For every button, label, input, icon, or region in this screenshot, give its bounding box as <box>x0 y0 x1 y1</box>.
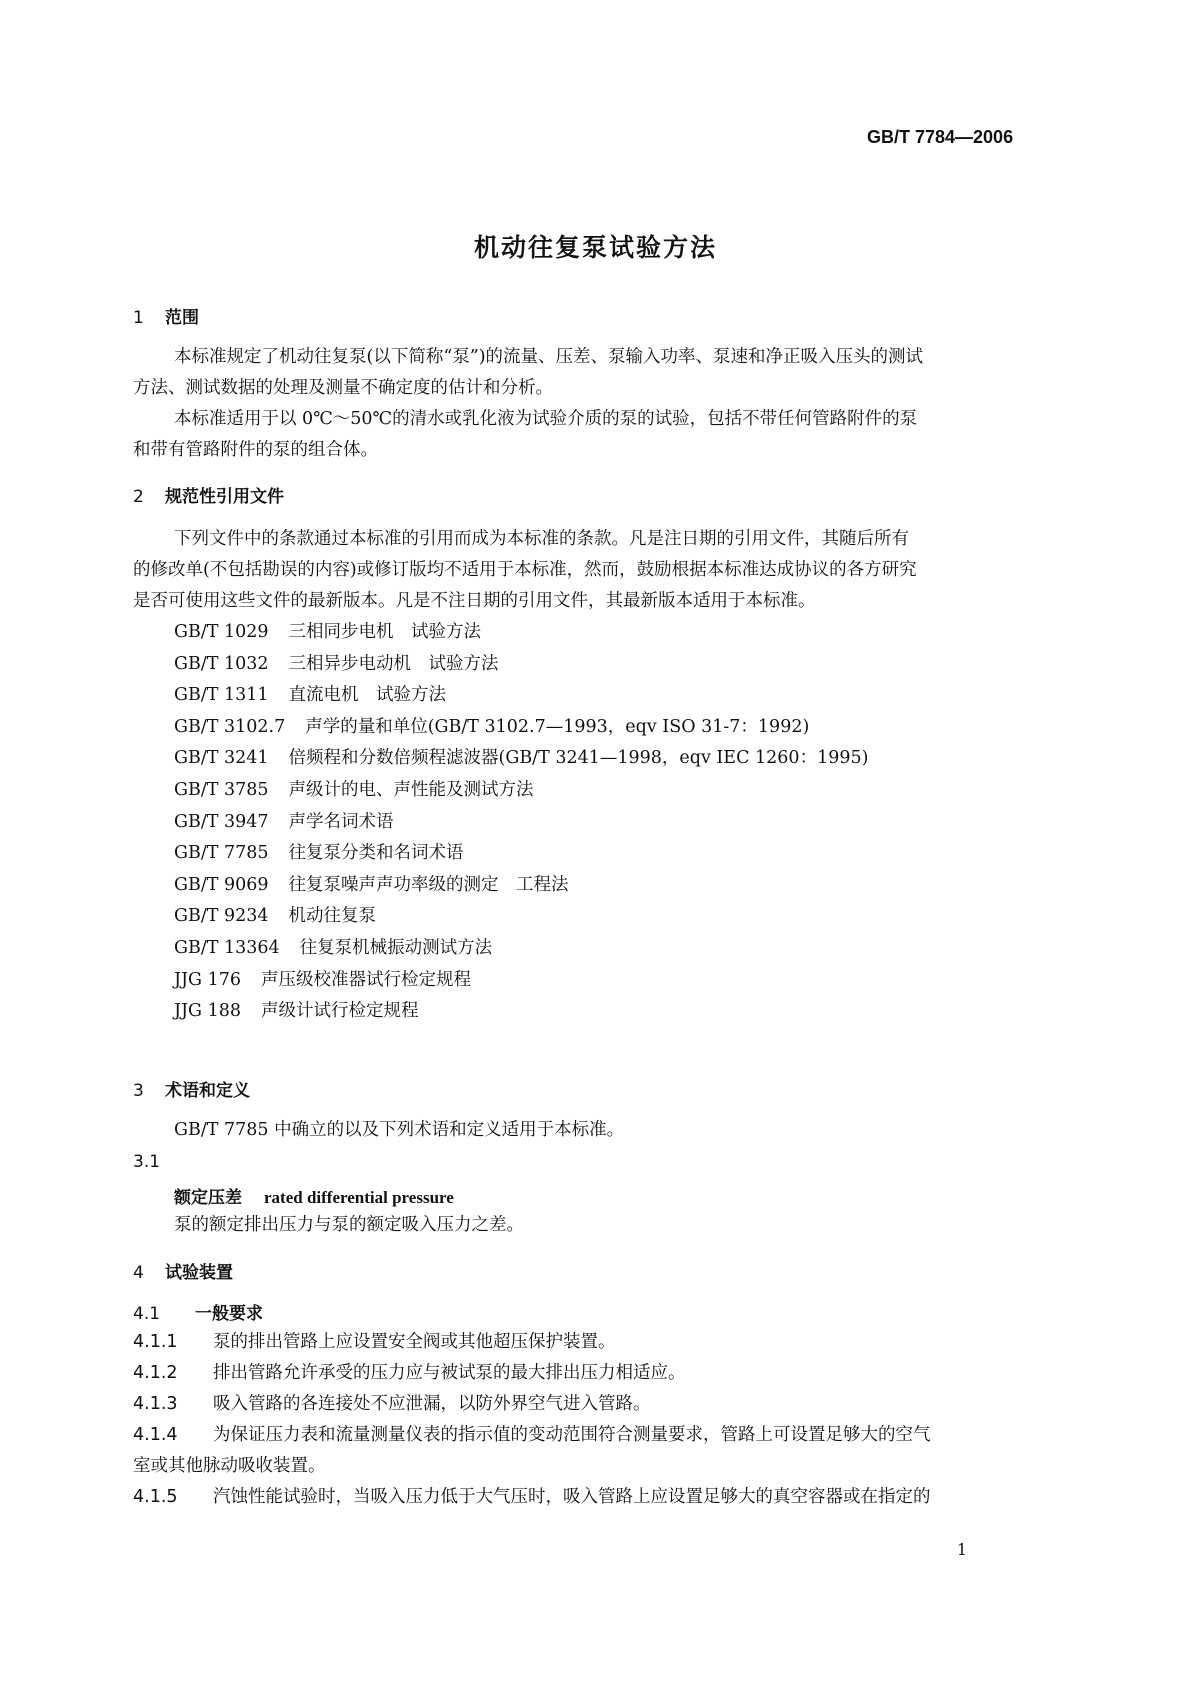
reference-code: JJG 176 <box>174 969 241 990</box>
section-4-heading <box>133 1258 233 1283</box>
term-english: rated differential pressure <box>264 1188 454 1207</box>
term-entry <box>174 1183 454 1208</box>
reference-title: 声学名词术语 <box>288 811 394 832</box>
clause-number: 4.1.1 <box>133 1332 178 1352</box>
section-3-heading <box>133 1076 250 1101</box>
reference-code: GB/T 9234 <box>174 906 269 927</box>
reference-item <box>174 618 481 643</box>
term-definition: 泵的额定排出压力与泵的额定吸入压力之差。 <box>174 1215 524 1235</box>
reference-title: 声级计的电、声性能及测试方法 <box>288 780 534 800</box>
reference-title: 倍频程和分数倍频程滤波器(GB/T 3241—1998，eqv IEC 1260：1995) <box>288 748 869 769</box>
clause-text: 为保证压力表和流量测量仪表的指示值的变动范围符合测量要求，管路上可设置足够大的空气 <box>213 1425 931 1445</box>
term-chinese: 额定压差 <box>174 1188 242 1208</box>
paragraph-line: 和带有管路附件的泵的组合体。 <box>133 440 378 460</box>
clause-line <box>133 1327 616 1358</box>
clause-number: 4.1.2 <box>133 1363 178 1383</box>
reference-item <box>174 966 471 991</box>
reference-item <box>174 902 376 927</box>
section-title: 规范性引用文件 <box>165 487 284 507</box>
subsection-4-1-heading <box>133 1299 263 1324</box>
section-title: 范围 <box>165 308 199 328</box>
page-number: 1 <box>956 1540 967 1559</box>
clause-number: 4.1.5 <box>133 1487 178 1507</box>
reference-title: 直流电机 试验方法 <box>288 685 447 706</box>
reference-title: 三相异步电动机 试验方法 <box>288 653 499 674</box>
reference-item <box>174 650 499 675</box>
reference-item <box>174 776 534 801</box>
standard-number: GB/T 7784—2006 <box>867 127 1014 147</box>
paragraph-line: 本标准适用于以 0℃～50℃的清水或乳化液为试验介质的泵的试验，包括不带任何管路附件的泵 <box>174 409 918 429</box>
reference-item <box>174 744 868 769</box>
reference-code: JJG 188 <box>174 1001 241 1022</box>
reference-code: GB/T 7785 <box>174 843 269 864</box>
reference-item <box>174 808 394 833</box>
reference-item <box>174 934 492 959</box>
clause-line <box>133 1482 931 1513</box>
reference-code: GB/T 3785 <box>174 780 269 800</box>
subsection-title: 一般要求 <box>195 1304 263 1324</box>
reference-code: GB/T 3102.7 <box>174 716 286 737</box>
clause-number: 4.1.3 <box>133 1394 178 1414</box>
section-number: 3 <box>133 1081 144 1101</box>
clause-line <box>133 1420 931 1451</box>
clause-line <box>133 1358 686 1389</box>
reference-code: GB/T 3241 <box>174 748 269 769</box>
paragraph-line: 下列文件中的条款通过本标准的引用而成为本标准的条款。凡是注日期的引用文件，其随后所有 <box>174 529 909 549</box>
reference-title: 声学的量和单位(GB/T 3102.7—1993，eqv ISO 31-7：1992) <box>305 716 810 737</box>
reference-item <box>174 871 569 896</box>
reference-item <box>174 681 446 706</box>
clause-text: 泵的排出管路上应设置安全阀或其他超压保护装置。 <box>213 1332 616 1352</box>
reference-code: GB/T 1032 <box>174 653 269 674</box>
paragraph-line: 室或其他脉动吸收装置。 <box>133 1456 326 1476</box>
reference-code: GB/T 1029 <box>174 622 269 642</box>
section-number: 2 <box>133 487 144 507</box>
section-number: 4 <box>133 1263 144 1283</box>
reference-code: GB/T 9069 <box>174 874 269 895</box>
section-number: 1 <box>133 308 144 328</box>
reference-title: 声压级校准器试行检定规程 <box>260 969 471 990</box>
section-title: 试验装置 <box>165 1263 233 1283</box>
clause-text: 吸入管路的各连接处不应泄漏，以防外界空气进入管路。 <box>213 1394 651 1414</box>
reference-title: 三相同步电机 试验方法 <box>288 622 482 642</box>
reference-item <box>174 839 464 864</box>
paragraph-line: GB/T 7785 中确立的以及下列术语和定义适用于本标准。 <box>174 1120 625 1140</box>
reference-title: 声级计试行检定规程 <box>260 1001 419 1022</box>
reference-code: GB/T 1311 <box>174 685 269 706</box>
reference-item <box>174 997 418 1022</box>
paragraph-line: 是否可使用这些文件的最新版本。凡是不注日期的引用文件，其最新版本适用于本标准。 <box>133 591 816 611</box>
reference-title: 往复泵噪声声功率级的测定 工程法 <box>288 874 569 895</box>
section-1-heading <box>133 303 199 328</box>
clause-text: 排出管路允许承受的压力应与被试泵的最大排出压力相适应。 <box>213 1363 686 1383</box>
document-title: 机动往复泵试验方法 <box>473 233 717 262</box>
section-title: 术语和定义 <box>165 1081 250 1101</box>
clause-text: 汽蚀性能试验时，当吸入压力低于大气压时，吸入管路上应设置足够大的真空容器或在指定的 <box>213 1487 931 1507</box>
subsection-number: 4.1 <box>133 1304 161 1324</box>
clause-number: 4.1.4 <box>133 1425 178 1445</box>
paragraph-line: 方法、测试数据的处理及测量不确定度的估计和分析。 <box>133 378 553 398</box>
term-number: 3.1 <box>133 1152 161 1172</box>
paragraph-line: 的修改单(不包括勘误的内容)或修订版均不适用于本标准，然而，鼓励根据本标准达成协议的各方研究 <box>133 560 917 580</box>
reference-code: GB/T 3947 <box>174 811 269 832</box>
paragraph-line: 本标准规定了机动往复泵(以下简称“泵”)的流量、压差、泵输入功率、泵速和净正吸入压头的测试 <box>174 347 924 367</box>
reference-item <box>174 713 809 738</box>
clause-line <box>133 1389 651 1420</box>
reference-code: GB/T 13364 <box>174 938 280 958</box>
reference-title: 机动往复泵 <box>288 906 377 927</box>
section-2-heading <box>133 482 284 507</box>
reference-title: 往复泵机械振动测试方法 <box>299 938 493 958</box>
reference-title: 往复泵分类和名词术语 <box>288 843 464 864</box>
